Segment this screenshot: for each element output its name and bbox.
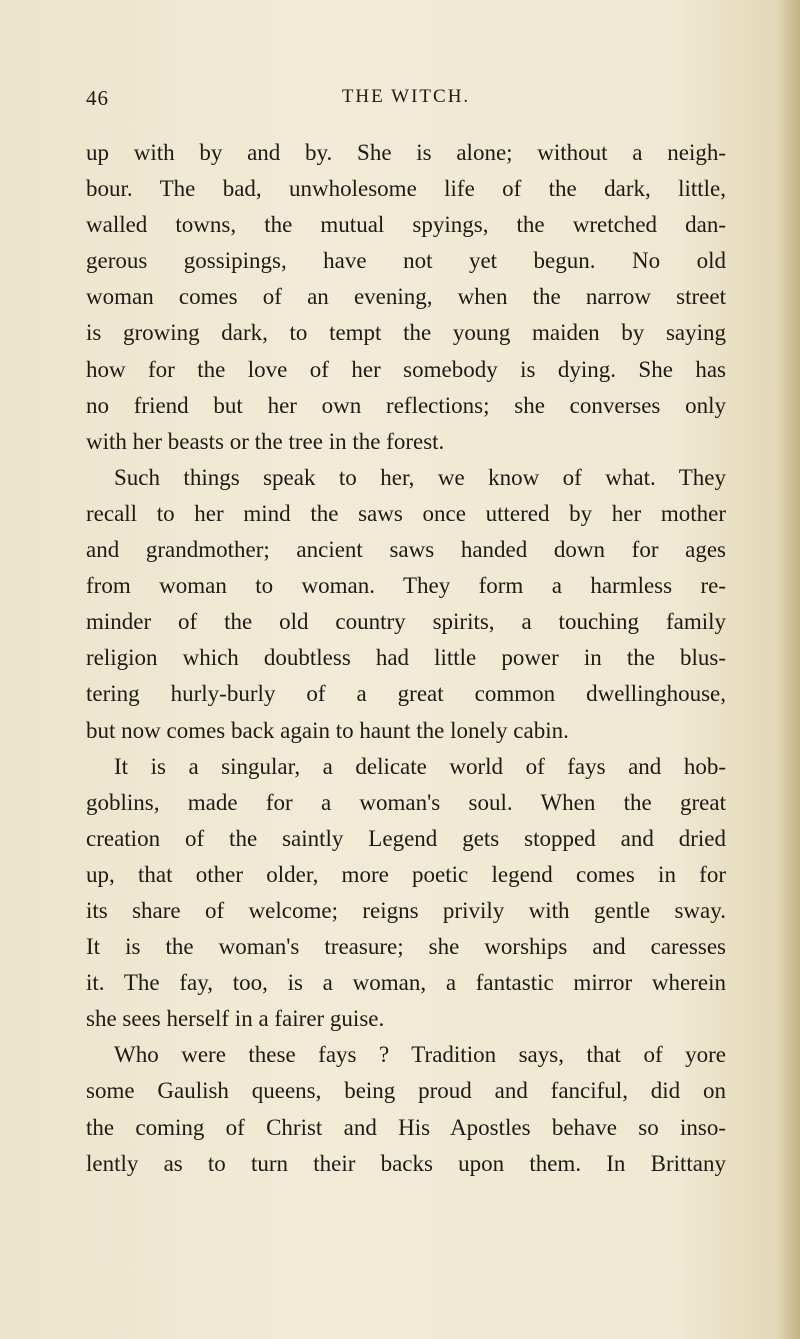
text-line: it. The fay, too, is a woman, a fantastic mirror wherein	[86, 970, 726, 996]
text-line: how for the love of her somebody is dying. She has	[86, 356, 726, 382]
body-text	[86, 135, 726, 1182]
text-line: the coming of Christ and His Apostles behave so inso-	[86, 1114, 726, 1140]
text-line: is growing dark, to tempt the young maiden by saying	[86, 320, 726, 346]
text-line: minder of the old country spirits, a touching family	[86, 609, 726, 635]
text-line: gerous gossipings, have not yet begun. No old	[86, 248, 726, 274]
page-edge-shadow	[778, 0, 800, 1339]
text-line: religion which doubtless had little power in the blus-	[86, 645, 726, 671]
running-title: THE WITCH.	[341, 86, 471, 107]
text-line: up with by and by. She is alone; without a neigh-	[86, 140, 726, 165]
text-line: bour. The bad, unwholesome life of the dark, little,	[86, 176, 726, 202]
text-line: and grandmother; ancient saws handed down for ages	[86, 537, 726, 563]
text-line: goblins, made for a woman's soul. When the great	[86, 789, 726, 815]
text-line: but now comes back again to haunt the lonely cabin.	[86, 717, 569, 743]
text-line: lently as to turn their backs upon them. In Brittany	[86, 1150, 726, 1176]
text-line: with her beasts or the tree in the forest.	[86, 428, 445, 454]
text-line: creation of the saintly Legend gets stopped and dried	[86, 825, 726, 851]
text-line: recall to her mind the saws once uttered by her mother	[86, 500, 726, 526]
text-line: It is the woman's treasure; she worships and caresses	[86, 934, 726, 960]
text-line: Such things speak to her, we know of what. They	[114, 464, 726, 490]
text-line: from woman to woman. They form a harmless re-	[86, 573, 726, 599]
text-line: no friend but her own reflections; she converses only	[86, 392, 726, 418]
text-line: woman comes of an evening, when the narrow street	[86, 284, 726, 310]
running-head	[86, 86, 726, 118]
text-line: Who were these fays ? Tradition says, that of yore	[114, 1042, 726, 1068]
text-line: up, that other older, more poetic legend comes in for	[86, 861, 726, 887]
text-line: she sees herself in a fairer guise.	[86, 1006, 385, 1032]
text-line: walled towns, the mutual spyings, the wretched dan-	[86, 212, 726, 238]
text-line: tering hurly-burly of a great common dwellinghouse,	[86, 681, 726, 707]
text-line: its share of welcome; reigns privily with gentle sway.	[86, 897, 726, 923]
page-number: 46	[86, 86, 109, 110]
text-line: It is a singular, a delicate world of fays and hob-	[114, 753, 726, 779]
text-line: some Gaulish queens, being proud and fanciful, did on	[86, 1078, 726, 1104]
